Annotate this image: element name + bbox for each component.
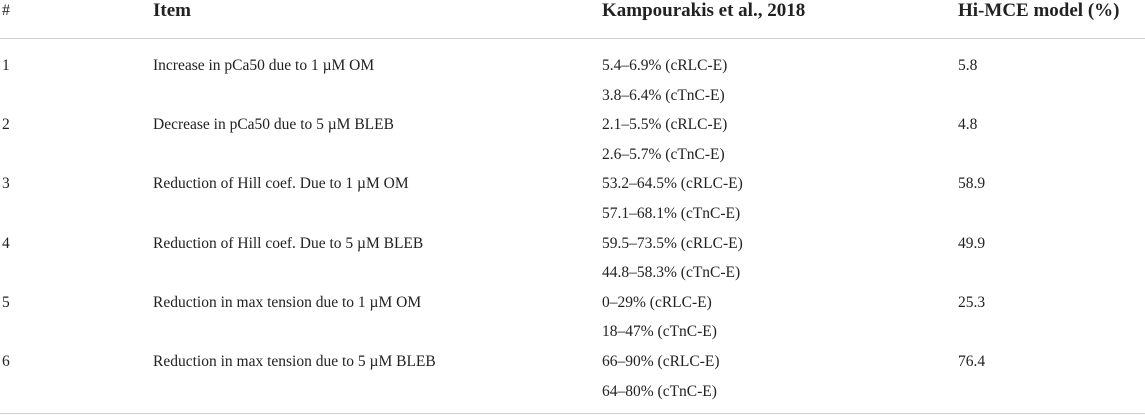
row-kampourakis-crlc: 59.5–73.5% (cRLC-E) [602,234,743,252]
header-item: Item [153,0,191,21]
header-num: # [2,2,10,19]
header-himce: Hi-MCE model (%) [958,0,1120,21]
row-kampourakis-ctnc: 2.6–5.7% (cTnC-E) [602,145,725,163]
table-row [0,335,1145,370]
row-item: Reduction of Hill coef. Due to 1 µM OM [153,175,409,193]
table-row-continuation [0,187,1145,222]
row-kampourakis-ctnc: 64–80% (cTnC-E) [602,382,717,400]
row-num: 1 [2,57,10,74]
row-himce: 76.4 [958,352,986,370]
row-item: Increase in pCa50 due to 1 µM OM [153,57,375,74]
table-header [0,0,1145,39]
row-item: Reduction in max tension due to 5 µM BLEB [153,352,436,370]
row-num: 3 [2,175,10,193]
row-num: 6 [2,352,10,370]
row-kampourakis-crlc: 5.4–6.9% (cRLC-E) [602,57,728,74]
header-kampourakis: Kampourakis et al., 2018 [602,0,806,21]
row-kampourakis-ctnc: 57.1–68.1% (cTnC-E) [602,204,741,222]
table-row [0,39,1145,74]
row-kampourakis-crlc: 0–29% (cRLC-E) [602,293,712,311]
table-row-continuation [0,305,1145,341]
table-row [0,98,1145,134]
row-himce: 58.9 [958,175,986,193]
row-himce: 25.3 [958,293,986,311]
row-num: 4 [2,234,10,252]
table-row [0,217,1145,252]
row-kampourakis-ctnc: 18–47% (cTnC-E) [602,323,717,341]
row-kampourakis-crlc: 53.2–64.5% (cRLC-E) [602,175,743,193]
row-kampourakis-crlc: 66–90% (cRLC-E) [602,352,720,370]
table-row [0,157,1145,193]
row-himce: 49.9 [958,234,986,252]
row-num: 5 [2,293,10,311]
row-num: 2 [2,116,10,134]
row-kampourakis-ctnc: 44.8–58.3% (cTnC-E) [602,264,741,282]
bottom-divider [0,413,1145,414]
table-body [0,39,1145,400]
row-item: Decrease in pCa50 due to 5 µM BLEB [153,116,394,134]
table-row-continuation [0,128,1145,163]
table-row-continuation [0,69,1145,104]
table-row [0,276,1145,311]
row-item: Reduction of Hill coef. Due to 5 µM BLEB [153,234,424,252]
table-row-continuation [0,246,1145,282]
table-row-continuation [0,365,1145,400]
row-item: Reduction in max tension due to 1 µM OM [153,293,422,311]
row-kampourakis-ctnc: 3.8–6.4% (cTnC-E) [602,86,725,104]
row-himce: 5.8 [958,57,978,74]
row-himce: 4.8 [958,116,978,134]
row-kampourakis-crlc: 2.1–5.5% (cRLC-E) [602,116,728,134]
